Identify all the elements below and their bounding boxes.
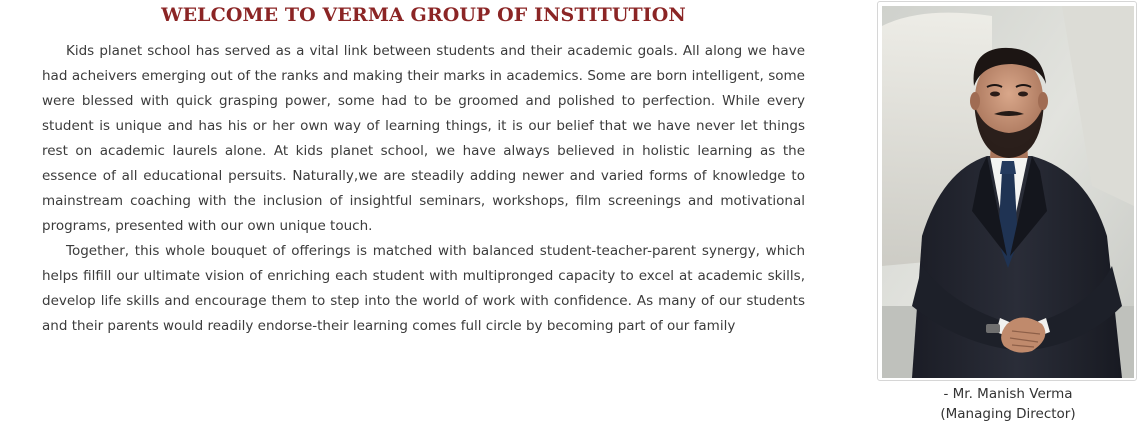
- director-caption: [877, 384, 1139, 424]
- welcome-heading: WELCOME TO VERMA GROUP OF INSTITUTION: [161, 4, 686, 26]
- director-role: (Managing Director): [940, 406, 1076, 422]
- welcome-message: [42, 39, 805, 339]
- director-photo-frame: [877, 1, 1137, 381]
- message-paragraph-2: Together, this whole bouquet of offerings is matched with balanced student-teacher-parent synergy, which helps filfill our ultimate vision of enriching each student with multipronged capacity to excel at academic skills, develop life skills and encourage them to step into the world of work with confidence. As many of our students and their parents would readily endorse-their learning comes full circle by becoming part of our family: [42, 243, 805, 334]
- director-photo: [882, 6, 1134, 378]
- director-name: - Mr. Manish Verma: [943, 386, 1073, 402]
- message-paragraph-1: Kids planet school has served as a vital link between students and their academic goals. All along we have had acheivers emerging out of the ranks and making their marks in academics. Some are born intelligent, some were blessed with quick grasping power, some had to be groomed and polished to perfection. While every student is unique and has his or her own way of learning things, it is our belief that we have never let things rest on academic laurels alone. At kids planet school, we have always believed in holistic learning as the essence of all educational persuits. Naturally,we are steadily adding newer and varied forms of knowledge to mainstream coaching with the inclusion of insightful seminars, workshops, film screenings and motivational programs, presented with our own unique touch.: [42, 43, 805, 234]
